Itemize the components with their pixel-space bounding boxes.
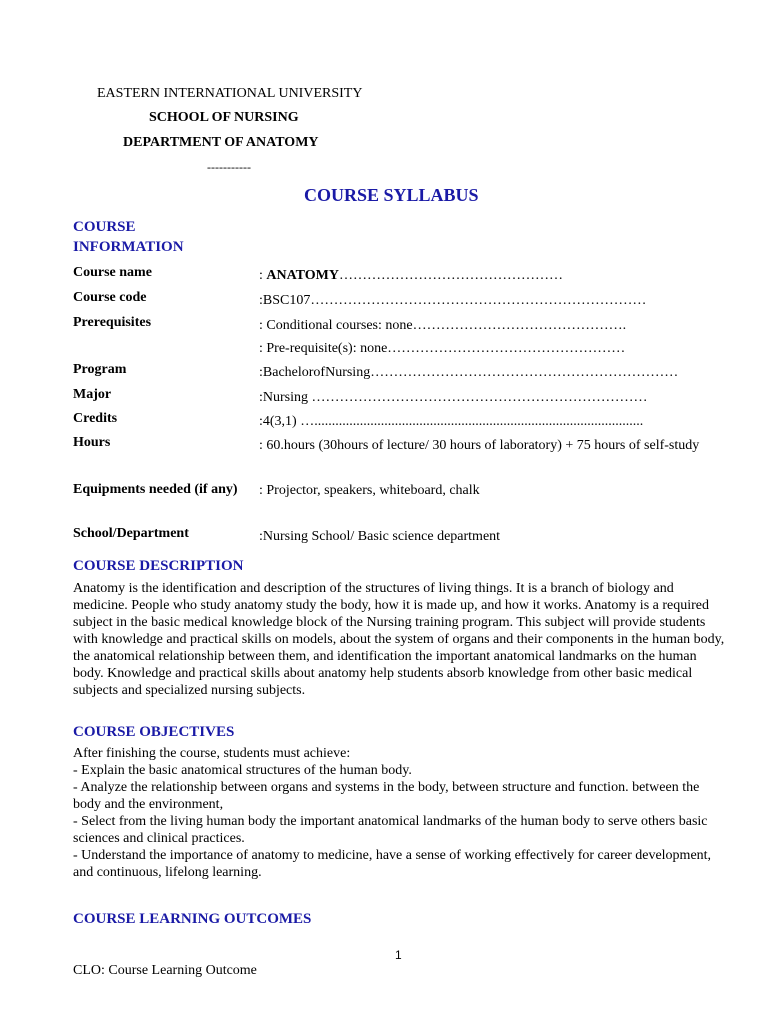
footnote: CLO: Course Learning Outcome [73,963,257,978]
section-heading-course-learning-outcomes: COURSE LEARNING OUTCOMES [73,911,312,927]
course-objectives-list [73,745,725,881]
info-label: Program [73,362,127,377]
info-label: Hours [73,435,111,450]
info-label: Equipments needed (if any) [73,482,238,497]
info-value: : Projector, speakers, whiteboard, chalk [259,483,480,498]
info-label: Prerequisites [73,315,152,330]
page-number: 1 [395,948,402,962]
info-value: :BSC107……………………………………………………………… [259,293,647,308]
objective-item: - Select from the living human body the important anatomical landmarks of the human body to serve others basic sciences and clinical practices. [73,814,708,846]
info-value: :4(3,1) ….............................................................................................. [259,414,644,429]
info-value: :BachelorofNursing………………………………………………………… [259,365,679,380]
university-name: EASTERN INTERNATIONAL UNIVERSITY [97,86,363,101]
course-description-text [73,580,725,699]
info-label: Course name [73,265,152,280]
info-label: Course code [73,290,147,305]
section-heading-course-information: COURSE INFORMATION [73,219,184,255]
department-name: DEPARTMENT OF ANATOMY [123,135,319,150]
school-name: SCHOOL OF NURSING [149,110,299,125]
info-value: :Nursing School/ Basic science department [259,529,501,544]
info-value: : Conditional courses: none………………………………………. [259,318,627,333]
objectives-intro: After finishing the course, students must achieve: [73,746,351,761]
info-value: :Nursing ……………………………………………………………… [259,390,648,405]
course-description-paragraph: Anatomy is the identification and description of the structures of living things. It is a branch of biology and medicine. People who study anatomy study the body, how it is made up, and how it works. Anatomy is a required subject in the basic medical knowledge block of the Nursing training program. This subject will provide students with knowledge and practical skills on models, about the system of organs and their components in the human body, the anatomical relationship between them, and identification the important anatomical landmarks on the human body. Knowledge and practical skills about anatomy help students absorb knowledge from other basic medical subjects and specialized nursing subjects. [73,581,725,698]
info-value: : ANATOMY………………………………………… [259,268,563,283]
objective-item: - Explain the basic anatomical structures of the human body. [73,763,412,778]
page-title: COURSE SYLLABUS [304,185,479,205]
info-value: : Pre-requisite(s): none…………………………………………… [259,341,626,356]
objective-item: - Understand the importance of anatomy to medicine, have a sense of working effectively for career development, and continuous, lifelong learning. [73,848,712,880]
course-name-value: ANATOMY [266,268,339,283]
info-value: : 60.hours (30hours of lecture/ 30 hours of laboratory) + 75 hours of self-study [259,438,700,453]
info-label: Credits [73,411,118,426]
info-label: School/Department [73,526,189,541]
section-heading-course-description: COURSE DESCRIPTION [73,558,244,574]
info-label: Major [73,387,112,402]
header-separator: ----------- [207,160,251,174]
section-heading-course-objectives: COURSE OBJECTIVES [73,724,235,740]
objective-item: - Analyze the relationship between organs and systems in the body, between structure and function. between the body and the environment, [73,780,700,812]
